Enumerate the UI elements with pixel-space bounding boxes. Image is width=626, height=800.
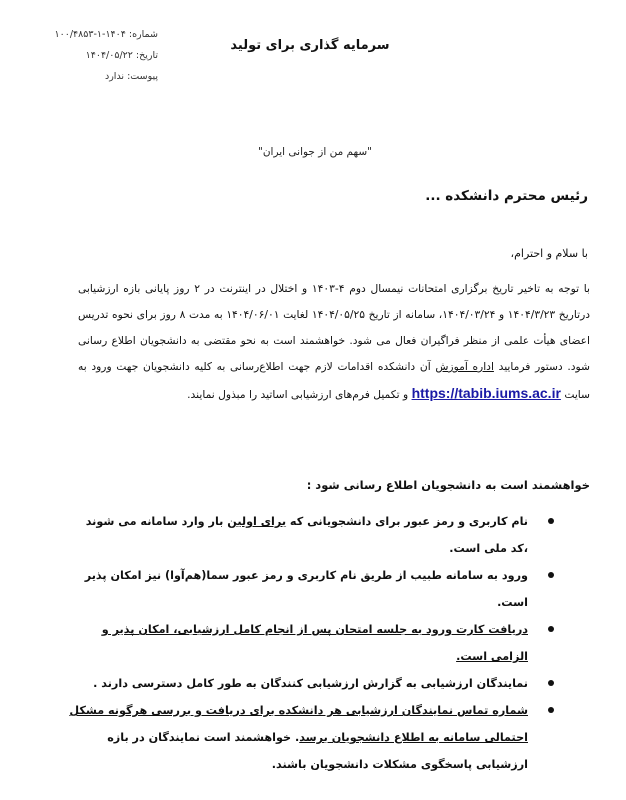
list-item	[66, 670, 528, 697]
letter-date: تاریخ: ۱۴۰۴/۰۵/۲۲	[85, 50, 158, 61]
body-text-2: آن دانشکده اقدامات لازم جهت اطلاع‌رسانی به کلیه دانشجویان جهت ورود به سایت	[78, 360, 590, 401]
list-item	[66, 508, 528, 562]
bullet-icon	[548, 518, 554, 524]
bullet-icon	[548, 680, 554, 686]
body-paragraph	[78, 276, 590, 408]
tabib-site-link[interactable]: https://tabib.iums.ac.ir	[411, 385, 561, 401]
bullet-icon	[548, 572, 554, 578]
list-item	[66, 616, 528, 670]
bullet-icon	[548, 626, 554, 632]
list-item-text: ورود به سامانه طبیب از طریق نام کاربری و رمز عبور سما(هم‌آوا) نیز امکان پذیر است.	[84, 569, 528, 609]
bullets-intro: خواهشمند است به دانشجویان اطلاع رسانی شود :	[306, 478, 590, 492]
education-office-text: اداره آموزش	[435, 360, 494, 373]
body-text-3: و تکمیل فرم‌های ارزشیابی اساتید را مبذول نمایند.	[187, 388, 412, 401]
list-item	[66, 697, 528, 778]
list-item-text-underlined: برای اولین	[227, 515, 287, 528]
letter-meta	[38, 24, 158, 87]
notice-list	[66, 508, 528, 778]
body-text-1: با توجه به تاخیر تاریخ برگزاری امتحانات نیمسال دوم ۴-۱۴۰۳ و اختلال در اینترنت در ۲ روز پایانی بازه ارزشیابی درتاریخ ۱۴۰۴/۳/۲۳ و ۱۴۰۴/۰۳/۲۴، سامانه از تاریخ ۱۴۰۴/۰۵/۲۵ لغایت ۱۴۰۴/۰۶/۰۱ به مدت ۸ روز برای نحوه تدریس اعضای هیأت علمی از منظر فراگیران فعال می شود. خواهشمند است به نحو مقتضی به دانشجویان اطلاع رسانی شود. دستور فرمایید	[78, 282, 590, 373]
letter-body	[78, 276, 590, 408]
list-item-text: بار وارد سامانه می شوند ،کد ملی است.	[85, 515, 528, 555]
list-item-text: نمایندگان ارزشیابی به گزارش ارزشیابی کنندگان به طور کامل دسترسی دارند .	[93, 677, 528, 690]
letter-number: شماره: ۱۴۰۴-۱-۱۰۰/۴۸۵۳	[54, 29, 158, 40]
list-item	[66, 562, 528, 616]
letter-attachment: پیوست: ندارد	[104, 71, 158, 82]
slogan: "سهم من از جوانی ایران"	[257, 146, 372, 158]
greeting: با سلام و احترام،	[510, 247, 588, 260]
list-item-text: نام کاربری و رمز عبور برای دانشجویانی که	[286, 515, 528, 528]
bullet-icon	[548, 707, 554, 713]
list-item-text-underlined: شماره تماس نمایندگان ارزشیابی هر دانشکده برای دریافت و بررسی هرگونه مشکل احتمالی سامانه به اطلاع دانشجویان برسد	[69, 704, 528, 744]
list-item-text-underlined: دریافت کارت ورود به جلسه امتحان پس از انجام کامل ارزشیابی، امکان پذیر و الزامی است.	[101, 623, 528, 663]
letter-heading: سرمایه گذاری برای تولید	[230, 38, 390, 53]
recipient: رئیس محترم دانشکده ...	[425, 188, 588, 204]
list-item-text: . خواهشمند است نمایندگان در بازه ارزشیابی پاسخگوی مشکلات دانشجویان باشند.	[107, 731, 528, 771]
